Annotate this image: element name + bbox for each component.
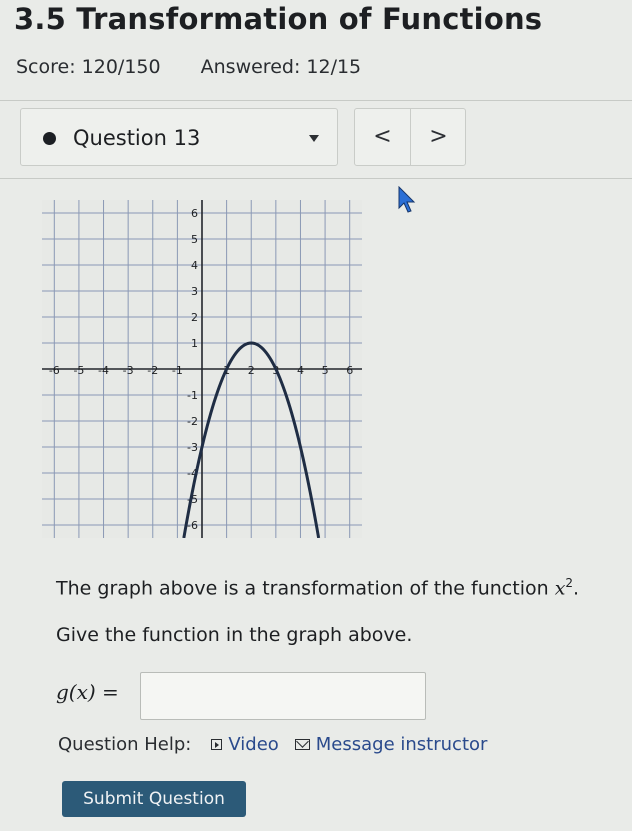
caret-down-icon [309,135,319,142]
video-icon [211,739,222,750]
page-title: 3.5 Transformation of Functions [14,2,543,36]
x-tick-label: -5 [73,364,85,377]
y-tick-label: 3 [191,285,198,298]
message-link-label: Message instructor [315,734,488,755]
x-tick-label: -1 [171,364,183,377]
y-tick-label: -6 [187,519,198,532]
y-tick-label: 5 [191,233,198,246]
status-row [16,56,395,78]
envelope-icon [295,739,310,750]
x-tick-label: 6 [346,364,354,377]
question-text-start: The graph above is a transformation of the function [56,577,555,600]
score-text: Score: 120/150 [16,56,161,78]
status-dot-icon [43,132,56,145]
answer-label: g(x) = [56,680,119,704]
next-question-button[interactable]: > [429,124,448,149]
question-help [58,734,503,755]
y-tick-label: -3 [187,441,198,454]
question-dropdown-label: Question 13 [73,126,201,150]
video-link-label: Video [228,734,279,755]
question-dropdown[interactable] [20,108,338,166]
mouse-cursor-icon [398,186,416,214]
x-tick-label: -4 [98,364,110,377]
y-tick-label: -5 [187,493,198,506]
submit-question-button[interactable]: Submit Question [62,781,246,817]
x-tick-label: 3 [272,364,280,377]
help-label: Question Help: [58,734,192,755]
function-base: x [554,577,566,600]
x-tick-label: -6 [48,364,60,377]
question-instruction: Give the function in the graph above. [56,624,413,646]
divider [0,100,632,101]
video-link[interactable] [211,734,278,755]
y-tick-label: -2 [187,415,198,428]
y-tick-label: 1 [191,337,198,350]
y-tick-label: -1 [187,389,198,402]
y-tick-label: -4 [187,467,198,480]
prev-question-button[interactable]: < [355,109,411,165]
x-tick-label: 4 [296,364,304,377]
question-nav [354,108,466,166]
y-tick-label: 6 [191,207,198,220]
divider [0,178,632,179]
x-tick-label: 1 [223,364,231,377]
y-tick-label: 2 [191,311,198,324]
answered-text: Answered: 12/15 [200,56,362,78]
message-instructor-link[interactable] [295,734,488,755]
question-text-end: . [573,577,580,600]
function-graph [42,200,362,538]
x-tick-label: 2 [247,364,255,377]
x-tick-label: -3 [122,364,134,377]
x-tick-label: 5 [321,364,329,377]
y-tick-label: 4 [191,259,198,272]
x-tick-label: -2 [147,364,159,377]
function-exponent: 2 [565,576,574,590]
answer-input[interactable] [140,672,426,720]
question-text [56,576,579,599]
